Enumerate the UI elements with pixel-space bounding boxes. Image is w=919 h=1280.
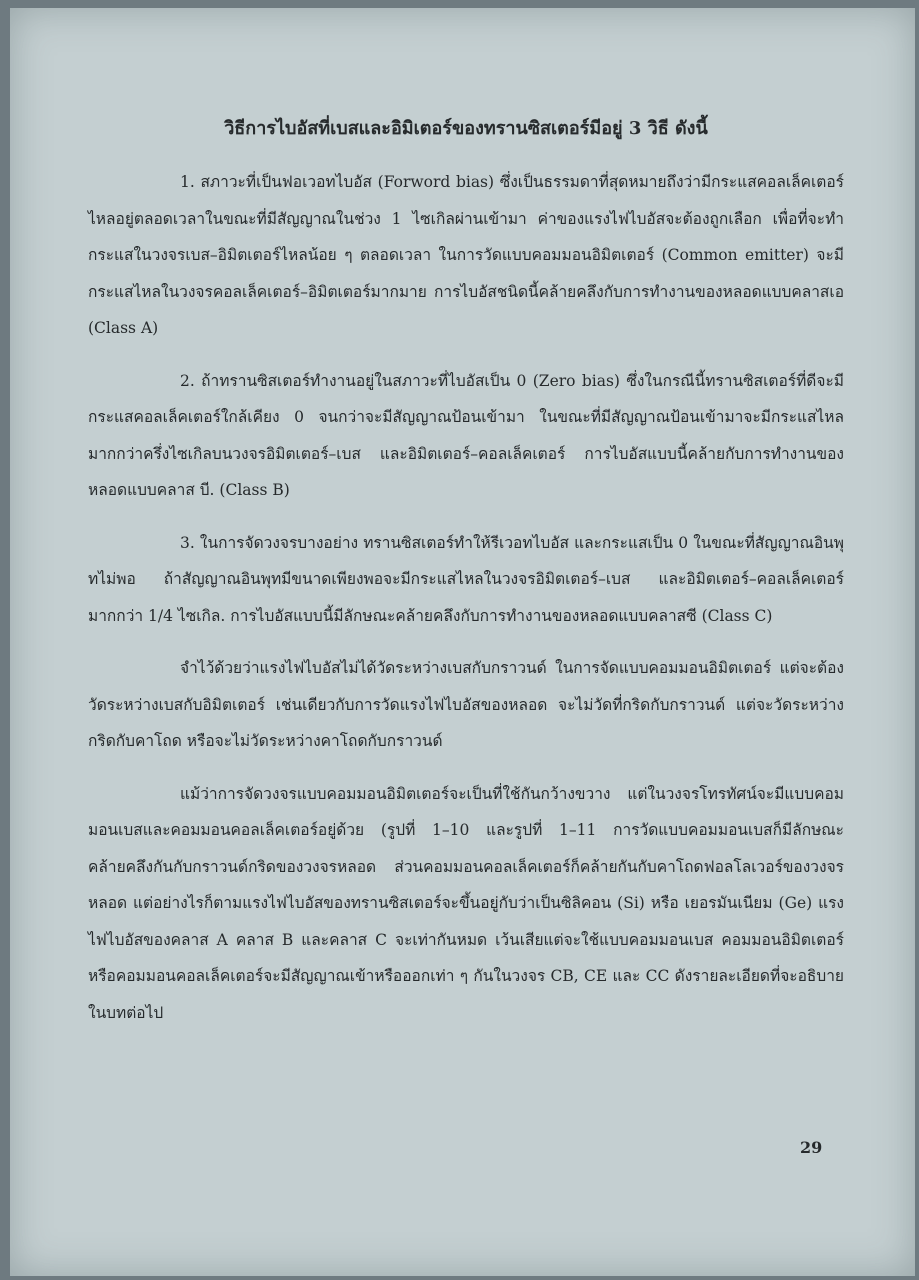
paragraph-reverse-bias: 3. ในการจัดวงจรบางอย่าง ทรานซิสเตอร์ทำให้รีเวอทไบอัส และกระแสเป็น 0 ในขณะที่สัญญาณอินพุทไม่พอ ถ้าสัญญาณอินพุทมีขนาดเพียงพอจะมีกระแสไหลในวงจรอิมิตเตอร์–เบส และอิมิตเตอร์–คอลเล็คเตอร์มากกว่า 1/4 ไซเกิล. การไบอัสแบบนี้มีลักษณะคล้ายคลึงกับการทำงานของหลอดแบบคลาสซี (Class C)	[88, 533, 844, 625]
paragraph-circuit-configurations: แม้ว่าการจัดวงจรแบบคอมมอนอิมิตเตอร์จะเป็นที่ใช้กันกว้างขวาง แต่ในวงจรโทรทัศน์จะมีแบบคอมมอนเบสและคอมมอนคอลเล็คเตอร์อยู่ด้วย (รูปที่ 1–10 และรูปที่ 1–11 การวัดแบบคอมมอนเบสก็มีลักษณะคล้ายคลึงกันกับกราวนด์กริดของวงจรหลอด ส่วนคอมมอนคอลเล็คเตอร์ก็คล้ายกันกับคาโถดฟอลโลเวอร์ของวงจรหลอด แต่อย่างไรก็ตามแรงไฟไบอัสของทรานซิสเตอร์จะขึ้นอยู่กับว่าเป็นซิลิคอน (Si) หรือ เยอรมันเนียม (Ge) แรงไฟไบอัสของคลาส A คลาส B และคลาส C จะเท่ากันหมด เว้นเสียแต่จะใช้แบบคอมมอนเบส คอมมอนอิมิตเตอร์หรือคอมมอนคอลเล็คเตอร์จะมีสัญญาณเข้าหรือออกเท่า ๆ กันในวงจร CB, CE และ CC ดังรายละเอียดที่จะอธิบายในบทต่อไป	[88, 784, 844, 1022]
paragraph-forward-bias: 1. สภาวะที่เป็นฟอเวอทไบอัส (Forword bias) ซึ่งเป็นธรรมดาที่สุดหมายถึงว่ามีกระแสคอลเล็คเตอร์ไหลอยู่ตลอดเวลาในขณะที่มีสัญญาณในช่วง 1 ไซเกิลผ่านเข้ามา ค่าของแรงไฟไบอัสจะต้องถูกเลือก เพื่อที่จะทำกระแสในวงจรเบส–อิมิตเตอร์ไหลน้อย ๆ ตลอดเวลา ในการวัดแบบคอมมอนอิมิตเตอร์ (Common emitter) จะมีกระแสไหลในวงจรคอลเล็คเตอร์–อิมิตเตอร์มากมาย การไบอัสชนิดนี้คล้ายคลึงกับการทำงานของหลอดแบบคลาสเอ (Class A)	[88, 173, 844, 337]
paragraph-zero-bias: 2. ถ้าทรานซิสเตอร์ทำงานอยู่ในสภาวะที่ไบอัสเป็น 0 (Zero bias) ซึ่งในกรณีนี้ทรานซิสเตอร์ที่ดีจะมีกระแสคอลเล็คเตอร์ใกล้เคียง 0 จนกว่าจะมีสัญญาณป้อนเข้ามา ในขณะที่มีสัญญาณป้อนเข้ามาจะมีกระแสไหลมากกว่าครึ่งไซเกิลบนวงจรอิมิตเตอร์–เบส และอิมิตเตอร์–คอลเล็คเตอร์ การไบอัสแบบนี้คล้ายกับการทำงานของหลอดแบบคลาส บี. (Class B)	[88, 371, 844, 499]
page-body	[88, 116, 844, 1047]
page-number: 29	[800, 1138, 823, 1157]
section-heading: วิธีการไบอัสที่เบสและอิมิเตอร์ของทรานซิสเตอร์มีอยู่ 3 วิธี ดังนี้	[224, 118, 708, 139]
book-page	[10, 8, 915, 1276]
paragraph-bias-measurement: จำไว้ด้วยว่าแรงไฟไบอัสไม่ได้วัดระหว่างเบสกับกราวนด์ ในการจัดแบบคอมมอนอิมิตเตอร์ แต่จะต้องวัดระหว่างเบสกับอิมิตเตอร์ เช่นเดียวกับการวัดแรงไฟไบอัสของหลอด จะไม่วัดที่กริดกับกราวนด์ แต่จะวัดระหว่างกริดกับคาโถด หรือจะไม่วัดระหว่างคาโถดกับกราวนด์	[88, 659, 844, 750]
